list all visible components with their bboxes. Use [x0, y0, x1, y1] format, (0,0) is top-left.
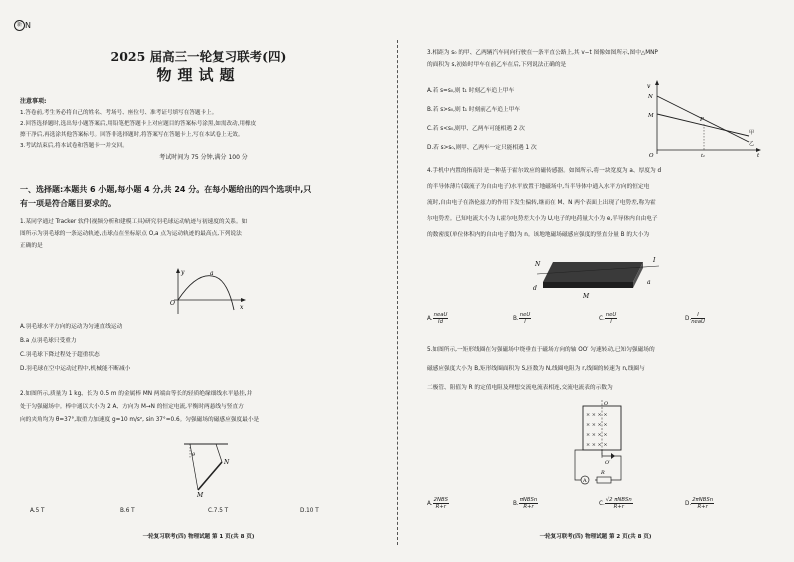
v-axis-arrow: [655, 80, 659, 85]
note-item: 擦干净后,再选涂其他答案标号。回答非选择题时,将答案写在答题卡上,写在本试卷上无效。: [20, 132, 244, 138]
option-fraction: [519, 312, 532, 325]
surface-n-label: N: [535, 261, 541, 268]
option-c: C.若 s<s₀,则甲、乙两车可能相遇 2 次: [427, 126, 525, 132]
question-text: 1.某同学通过 Tracker 软件(视频分析和建模工具)研究羽毛球运动轨迹与初速度的关系。如: [20, 219, 248, 225]
angle-label: θ: [192, 452, 196, 458]
plate-front: [543, 282, 633, 288]
numerator: neU: [605, 312, 617, 318]
exam-info: 考试时间为 75 分钟,满分 100 分: [159, 154, 248, 161]
svg-text:× × × ×: × × × ×: [586, 422, 608, 428]
x-axis-arrow: [241, 298, 246, 302]
edition-badge: [14, 20, 31, 31]
svg-text:× × × ×: × × × ×: [586, 432, 608, 438]
point-p-label: P: [700, 117, 704, 123]
question-3-options: [427, 82, 537, 158]
rotating-coil-figure: [567, 398, 637, 490]
notes-heading: 注意事项:: [20, 98, 47, 105]
note-item: 2.回答选择题时,选出每小题答案后,用铅笔把答题卡上对应题目的答案标号涂黑,如需改动,用橡皮: [20, 121, 257, 127]
numerator: I: [691, 312, 705, 319]
edition-circle-mark: 新: [14, 20, 25, 31]
hall-plate-figure: [525, 248, 665, 304]
question-text: 图所示为羽毛球的一条运动轨迹,击球点在坐标原点 O,a 点为运动轨迹的最高点,下列说法: [20, 231, 242, 237]
option-a: A.羽毛球水平方向的运动为匀速直线运动: [20, 324, 123, 330]
question-text: 处于匀强磁场中。棒中通以大小为 2 A、方向为 M→N 的恒定电流,平衡时两悬线与竖直方: [20, 404, 244, 410]
resistor: [597, 477, 611, 483]
option-a: [427, 497, 513, 510]
exam-title: 2025 届高三一轮复习联考(四): [110, 49, 287, 64]
question-1-options: [20, 320, 387, 376]
page-2: [397, 0, 794, 562]
question-text: 正确的是: [20, 243, 43, 249]
t1-label: t₁: [701, 153, 706, 158]
circuit-wire-left: [575, 450, 583, 480]
surface-m-label: M: [583, 293, 590, 300]
plate-top: [543, 262, 643, 282]
thickness-d-label: d: [533, 285, 537, 292]
option-c: [599, 497, 685, 510]
question-2-options: [30, 505, 387, 517]
section-heading-line: 有一项是符合题目要求的。: [20, 199, 116, 208]
subject-title: 物理试题: [156, 66, 241, 84]
option-label: A.: [427, 501, 433, 507]
question-5-options: [427, 497, 784, 510]
question-text: 3.相距为 s₀ 的甲、乙两辆汽车同向行驶在一条平直公路上,其 v−t 图像如图所示,图中△MNP: [427, 50, 658, 56]
question-text: 的面积为 s,初始时甲车在前乙车在后,下列说法正确的是: [427, 62, 567, 68]
option-c: C.7.5 T: [208, 508, 229, 514]
option-b: B.a 点羽毛球只受重力: [20, 338, 77, 344]
width-a-label: a: [647, 279, 651, 286]
vt-graph-figure: [645, 76, 765, 158]
option-label: D.: [685, 501, 692, 507]
denominator: R+r: [523, 504, 534, 510]
question-text: 磁感应强度大小为 B,矩形线圈面积为 S,匝数为 N,线圈电阻为 r,线圈的转速为 n,线圈与: [427, 366, 645, 372]
rod-end-m: M: [197, 492, 204, 498]
option-b: B.若 s>s₀,则 t₁ 时刻前乙车追上甲车: [427, 107, 520, 113]
option-d: [685, 497, 714, 510]
option-c: [599, 312, 685, 325]
option-label: D.: [685, 316, 692, 322]
metal-rod: [198, 462, 222, 490]
option-d: D.羽毛球在空中运动过程中,机械能不断减小: [20, 366, 131, 372]
note-item: 3.考试结束后,将本试卷和答题卡一并交回。: [20, 143, 128, 149]
axis-bottom-label: O′: [605, 460, 611, 466]
denominator: I: [524, 319, 526, 325]
question-3: [427, 47, 784, 71]
option-label: A.: [427, 316, 433, 322]
rod-end-n: N: [224, 459, 230, 466]
current-i-label: I: [653, 257, 656, 264]
option-a: A.5 T: [30, 508, 45, 514]
apex-label: a: [210, 270, 214, 277]
option-label: B.: [513, 501, 519, 507]
section-heading-line: 一、选择题:本题共 6 小题,每小题 4 分,共 24 分。在每小题给出的四个选项中,只: [20, 185, 312, 194]
svg-text:× × × ×: × × × ×: [586, 412, 608, 418]
numerator: neaU: [433, 312, 448, 318]
numerator: neU: [519, 312, 531, 318]
question-text: 尔电势差。已知电流大小为 I,霍尔电势差大小为 U,电子的电荷量大小为 e,半导体内自由电子: [427, 216, 658, 222]
question-text: 二极管、阻值为 R 的定值电阻及理想交流电流表相连,交流电流表的示数为: [427, 385, 613, 391]
option-fraction: [691, 497, 714, 510]
numerator: 2πNBSn: [692, 497, 714, 503]
origin-label: O: [649, 153, 654, 158]
numerator: √2 πNBSn: [605, 497, 632, 503]
diode-symbol: [611, 453, 615, 459]
question-5: [427, 341, 784, 398]
v-axis-label: v: [647, 83, 651, 90]
section-heading: [20, 183, 385, 211]
series-label-jia: 甲: [749, 130, 755, 136]
question-text: 的半导体薄片(载流子为自由电子)水平放置于地磁场中,当半导体中通入水平方向的恒定电: [427, 184, 650, 190]
option-fraction: [605, 497, 633, 510]
axis-top-label: O: [604, 401, 609, 407]
point-m-label: M: [648, 113, 654, 119]
y-axis-arrow: [176, 268, 180, 273]
question-text: 的数密度(单位体积内的自由电子数)为 n。该地地磁场磁感应强度的竖直分量 B 的大小为: [427, 232, 650, 238]
option-d: D.若 s>s₀,则甲、乙两车一定只能相遇 1 次: [427, 145, 537, 151]
denominator: R+r: [435, 504, 446, 510]
option-d: D.10 T: [300, 508, 319, 514]
question-text: 流时,自由电子在洛伦兹力的作用下发生偏转,继而在 M、N 两个表面上出现了电势差,称为霍: [427, 200, 656, 206]
option-fraction: [691, 312, 705, 325]
page-footer-2: 一轮复习联考(四) 物理试题 第 2 页(共 8 页): [539, 534, 652, 540]
trajectory-curve: [178, 276, 234, 310]
series-label-yi: 乙: [749, 141, 755, 147]
trajectory-figure: [168, 266, 248, 316]
option-b: [513, 497, 599, 510]
numerator: πNBSn: [519, 497, 538, 503]
svg-text:× × × ×: × × × ×: [586, 442, 608, 448]
numerator: 2NBS: [433, 497, 448, 503]
t-axis-label: t: [757, 153, 760, 158]
thread-right: [216, 444, 222, 462]
option-b: [513, 312, 599, 325]
denominator: I: [610, 319, 612, 325]
point-n-label: N: [648, 94, 653, 100]
question-text: 向的夹角均为 θ=37°,取重力加速度 g=10 m/s², sin 37°=0.6。匀强磁场的磁感应强度最小是: [20, 417, 260, 423]
page-footer-1: 一轮复习联考(四) 物理试题 第 1 页(共 8 页): [142, 534, 255, 540]
note-item: 1.答卷前,考生务必将自己的姓名、考场号、座位号、准考证号填写在答题卡上。: [20, 110, 218, 116]
option-a: A.若 s=s₀,则 t₁ 时刻乙车追上甲车: [427, 88, 515, 94]
question-text: 4.手机中内置的指南针是一种基于霍尔效应的磁传感器。如图所示,将一块宽度为 a、厚度为 d: [427, 168, 662, 174]
suspended-rod-figure: [178, 440, 234, 498]
question-text: 2.如图所示,质量为 1 kg、长为 0.5 m 的金属棒 MN 两端由等长的轻质绝缘细线水平悬挂,并: [20, 391, 253, 397]
ammeter-label: A: [583, 478, 587, 484]
option-label: C.: [599, 316, 605, 322]
t-axis-arrow: [756, 148, 761, 152]
magnetic-field-marks: [586, 412, 608, 448]
option-label: C.: [599, 501, 605, 507]
question-4: [427, 163, 784, 243]
question-text: 5.如图所示,一矩形线圈在匀强磁场中绕垂直于磁场方向的轴 OO′ 匀速转动,已知匀强磁场的: [427, 347, 655, 353]
option-c: C.羽毛球下降过程处于超重状态: [20, 352, 100, 358]
denominator: R+r: [697, 504, 708, 510]
y-axis-label: y: [181, 269, 185, 276]
option-fraction: [605, 312, 618, 325]
denominator: neaU: [691, 319, 705, 325]
denominator: R+r: [613, 504, 624, 510]
question-2: [20, 388, 387, 427]
option-fraction: [433, 312, 449, 325]
question-4-options: [427, 312, 784, 325]
denominator: Id: [438, 319, 443, 325]
exam-notes: [20, 96, 387, 163]
origin-label: O: [170, 300, 175, 307]
option-fraction: [519, 497, 539, 510]
option-a: [427, 312, 513, 325]
option-fraction: [433, 497, 449, 510]
question-1: [20, 216, 387, 252]
resistor-label: R: [601, 470, 605, 476]
option-b: B.6 T: [120, 508, 135, 514]
option-d: [685, 312, 705, 325]
option-label: B.: [513, 316, 519, 322]
x-axis-label: x: [240, 304, 244, 311]
thread-left: [190, 444, 198, 490]
edition-letter: N: [25, 21, 31, 30]
